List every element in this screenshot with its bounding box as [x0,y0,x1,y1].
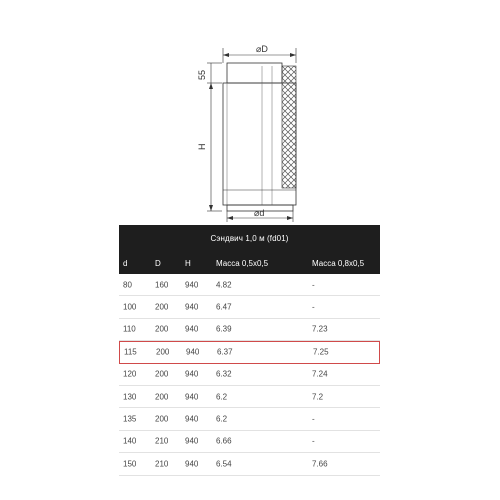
table-row [119,274,380,296]
dimension-H [197,83,222,211]
cell-H: 940 [185,369,199,379]
cell-mass-05: 6.2 [216,392,228,402]
cell-D: 200 [155,392,169,402]
cell-D: 200 [155,414,169,424]
specs-table [119,225,380,476]
table-row [119,408,380,430]
cell-D: 210 [155,436,169,446]
table-row [119,319,380,341]
table-row-highlighted [119,341,380,363]
dimension-D [223,44,296,63]
cell-mass-05: 4.82 [216,280,232,290]
cell-mass-08: - [312,302,315,312]
cell-H: 940 [185,436,199,446]
cell-d: 110 [123,324,136,334]
pipe-drawing [0,0,500,225]
pipe-technical-drawing-svg [0,0,500,225]
cell-mass-05: 6.39 [216,324,232,334]
cell-mass-08: 7.24 [312,369,328,379]
cell-d: 140 [123,436,137,446]
cell-D: 160 [155,280,169,290]
column-header-d: d [123,259,128,268]
cell-mass-08: 7.23 [312,324,328,334]
column-header-mass-08: Масса 0,8х0,5 [312,259,365,268]
cell-d: 80 [123,280,132,290]
cell-H: 940 [185,280,199,290]
cell-mass-08: - [312,280,315,290]
cell-mass-05: 6.66 [216,436,232,446]
cell-H: 940 [186,347,200,357]
dimension-H-label: H [197,143,207,150]
table-row [119,296,380,318]
cell-mass-08: 7.66 [312,459,328,469]
pipe-body [223,63,296,211]
table-row [119,364,380,386]
cell-mass-05: 6.54 [216,459,232,469]
cell-d: 115 [124,347,137,357]
table-title: Сэндвич 1,0 м (fd01) [210,234,289,243]
cell-D: 200 [155,369,169,379]
cell-d: 120 [123,369,137,379]
cell-H: 940 [185,392,199,402]
column-header-H: H [185,259,191,268]
cell-mass-08: - [312,414,315,424]
table-row [119,453,380,475]
dimension-55-label: 55 [197,69,207,80]
column-header-mass-05: Масса 0,5х0,5 [216,259,269,268]
cell-mass-05: 6.37 [217,347,233,357]
dimension-d-label: ⌀d [254,208,265,218]
cell-d: 135 [123,414,137,424]
cell-H: 940 [185,459,199,469]
dimension-d [227,208,293,222]
cell-mass-08: - [312,436,315,446]
cell-D: 210 [155,459,169,469]
table-row [119,386,380,408]
cell-D: 200 [155,302,169,312]
cell-D: 200 [155,324,169,334]
cell-d: 150 [123,459,137,469]
dimension-55 [197,63,222,83]
dimension-D-label: ⌀D [256,44,268,54]
cell-H: 940 [185,414,199,424]
cell-d: 100 [123,302,137,312]
cell-mass-05: 6.32 [216,369,232,379]
cell-mass-08: 7.25 [313,347,329,357]
cell-H: 940 [185,324,199,334]
cell-D: 200 [156,347,170,357]
column-header-D: D [155,259,161,268]
cell-H: 940 [185,302,199,312]
table-header [119,225,380,274]
cell-d: 130 [123,392,137,402]
cell-mass-05: 6.2 [216,414,228,424]
table-row [119,431,380,453]
cell-mass-05: 6.47 [216,302,232,312]
cell-mass-08: 7.2 [312,392,324,402]
